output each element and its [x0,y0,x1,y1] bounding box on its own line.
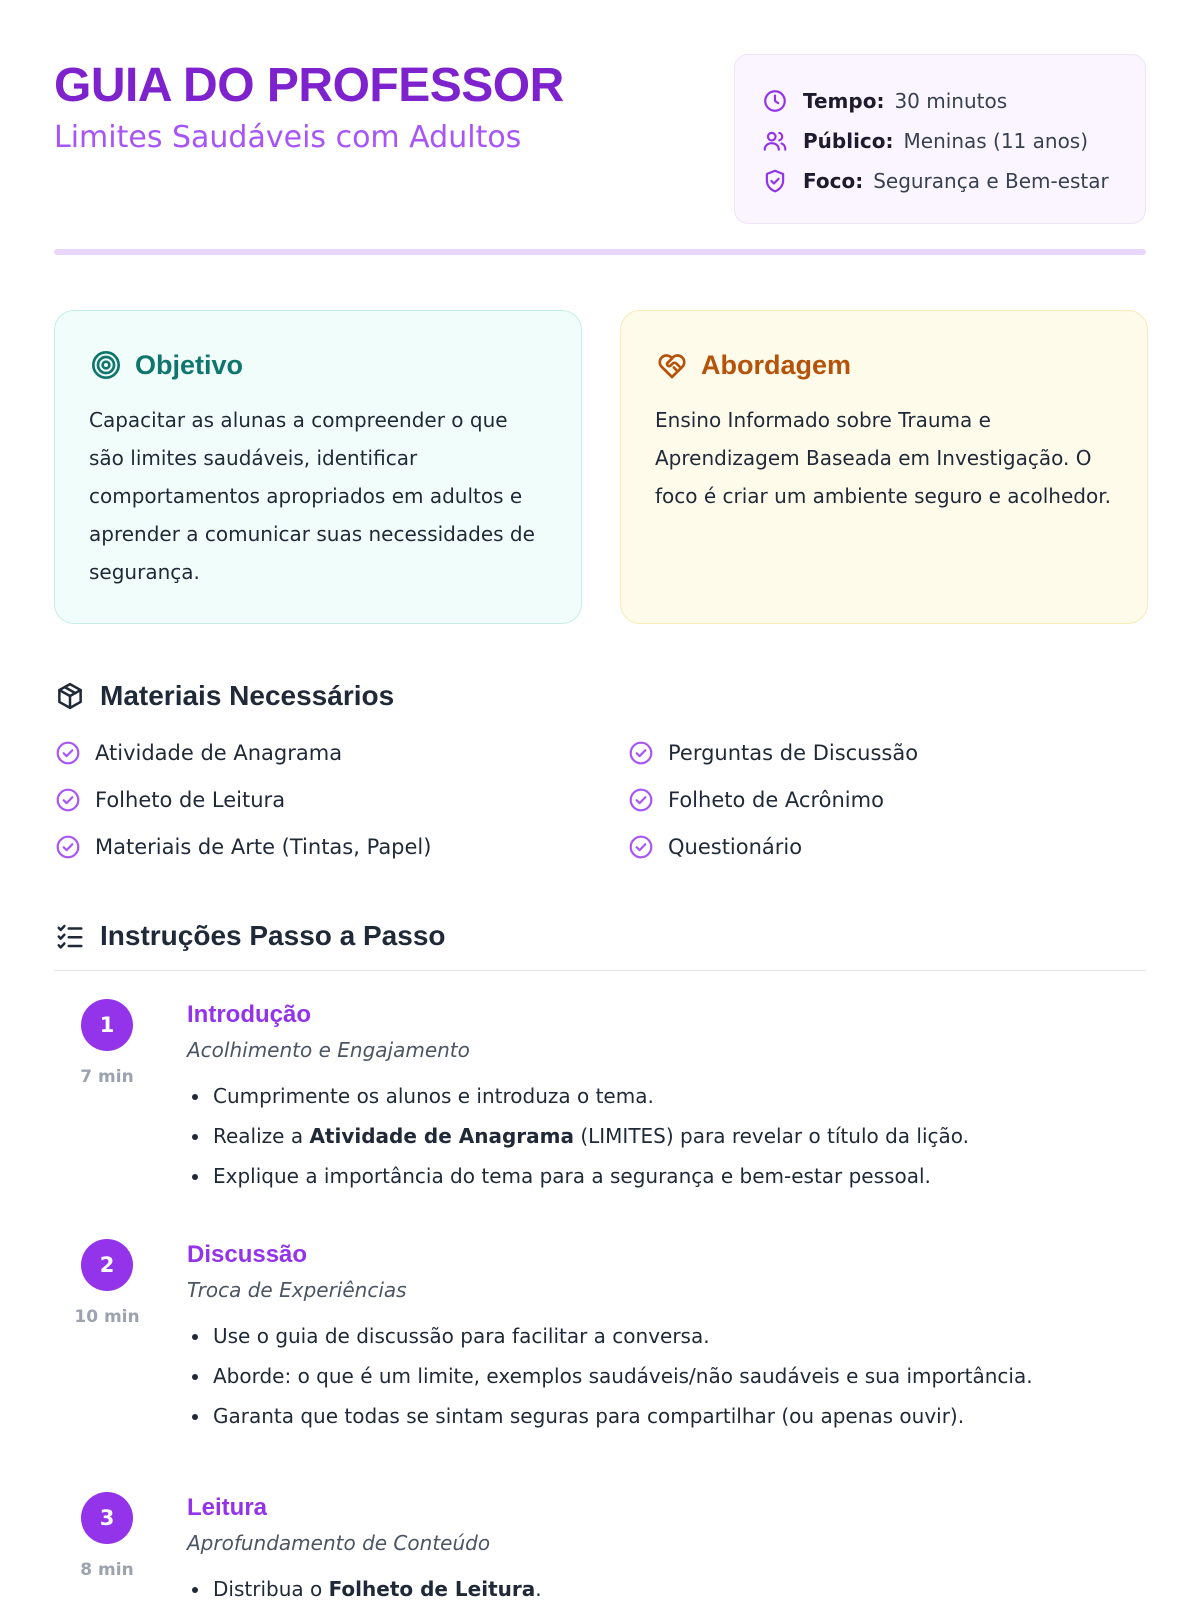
material-label: Folheto de Leitura [95,788,286,812]
step-bullet: Explique a importância do tema para a segurança e bem-estar pessoal. [187,1161,931,1191]
users-icon [761,127,789,155]
approach-title: Abordagem [701,349,852,380]
objective-card [54,310,582,624]
steps-heading [54,916,446,956]
meta-focus-label: Foco: [803,169,864,193]
step-duration: 7 min [80,1067,134,1087]
meta-audience [761,121,1145,161]
target-icon [89,348,123,382]
step-3 [54,1492,1146,1600]
step-bullet: Garanta que todas se sintam seguras para compartilhar (ou apenas ouvir). [187,1401,964,1431]
material-label: Materiais de Arte (Tintas, Papel) [95,835,432,859]
material-item [54,832,431,862]
step-body [187,999,1137,1188]
approach-card [620,310,1148,624]
steps-title: Instruções Passo a Passo [100,920,446,951]
list-checks-icon [54,920,86,952]
approach-text: Ensino Informado sobre Trauma e Aprendizagem Baseada em Investigação. O foco é criar um ambiente seguro e acolhedor. [655,408,1111,508]
step-duration: 10 min [74,1307,140,1327]
clock-icon [761,87,789,115]
check-circle-icon [54,833,82,861]
shield-check-icon [761,167,789,195]
step-duration: 8 min [80,1560,134,1580]
material-label: Perguntas de Discussão [668,741,919,765]
material-item [627,785,884,815]
step-bullet: Use o guia de discussão para facilitar a conversa. [187,1321,710,1351]
material-item [54,738,342,768]
materials-list [54,730,1146,880]
header [54,54,1146,224]
steps-divider [54,970,1146,971]
header-divider [54,249,1146,255]
step-title: Introdução [187,1001,311,1028]
page-subtitle: Limites Saudáveis com Adultos [54,120,522,155]
check-circle-icon [627,739,655,767]
page-title: GUIA DO PROFESSOR [54,59,564,112]
meta-time-label: Tempo: [803,89,885,113]
step-bullet: Aborde: o que é um limite, exemplos saudáveis/não saudáveis e sua importância. [187,1361,1033,1391]
step-title: Leitura [187,1494,268,1521]
meta-audience-label: Público: [803,129,894,153]
objective-header [89,347,547,383]
meta-time-value: 30 minutos [894,89,1008,113]
check-circle-icon [54,786,82,814]
approach-header [655,347,1113,383]
step-number-badge: 2 [81,1239,133,1291]
lesson-meta-card [734,54,1146,224]
step-bullet: Cumprimente os alunos e introduza o tema. [187,1081,654,1111]
step-body [187,1239,1137,1428]
meta-focus [761,161,1145,201]
material-item [54,785,285,815]
package-icon [54,680,86,712]
lesson-guide-page [54,0,1146,1600]
material-item [627,738,918,768]
meta-time [761,81,1145,121]
material-item [627,832,802,862]
step-body [187,1492,1137,1600]
heart-handshake-icon [655,348,689,382]
step-number-badge: 1 [81,999,133,1051]
step-number-badge: 3 [81,1492,133,1544]
step-subtitle: Troca de Experiências [187,1278,407,1302]
check-circle-icon [627,786,655,814]
objective-text: Capacitar as alunas a compreender o que são limites saudáveis, identificar comportamentos apropriados em adultos e aprender a comunicar suas necessidades de segurança. [89,408,535,584]
step-bullet: Distribua o Folheto de Leitura. [187,1574,542,1600]
step-subtitle: Aprofundamento de Conteúdo [187,1531,491,1555]
step-1 [54,999,1146,1199]
objective-title: Objetivo [135,349,244,380]
materials-title: Materiais Necessários [100,680,395,711]
material-label: Questionário [668,835,803,859]
meta-audience-value: Meninas (11 anos) [903,129,1089,153]
material-label: Folheto de Acrônimo [668,788,884,812]
check-circle-icon [54,739,82,767]
meta-focus-value: Segurança e Bem-estar [873,169,1109,193]
material-label: Atividade de Anagrama [95,741,343,765]
check-circle-icon [627,833,655,861]
step-2 [54,1239,1146,1439]
step-bullet: Realize a Atividade de Anagrama (LIMITES) para revelar o título da lição. [187,1121,969,1151]
step-subtitle: Acolhimento e Engajamento [187,1038,470,1062]
step-title: Discussão [187,1241,308,1268]
materials-heading [54,676,394,716]
